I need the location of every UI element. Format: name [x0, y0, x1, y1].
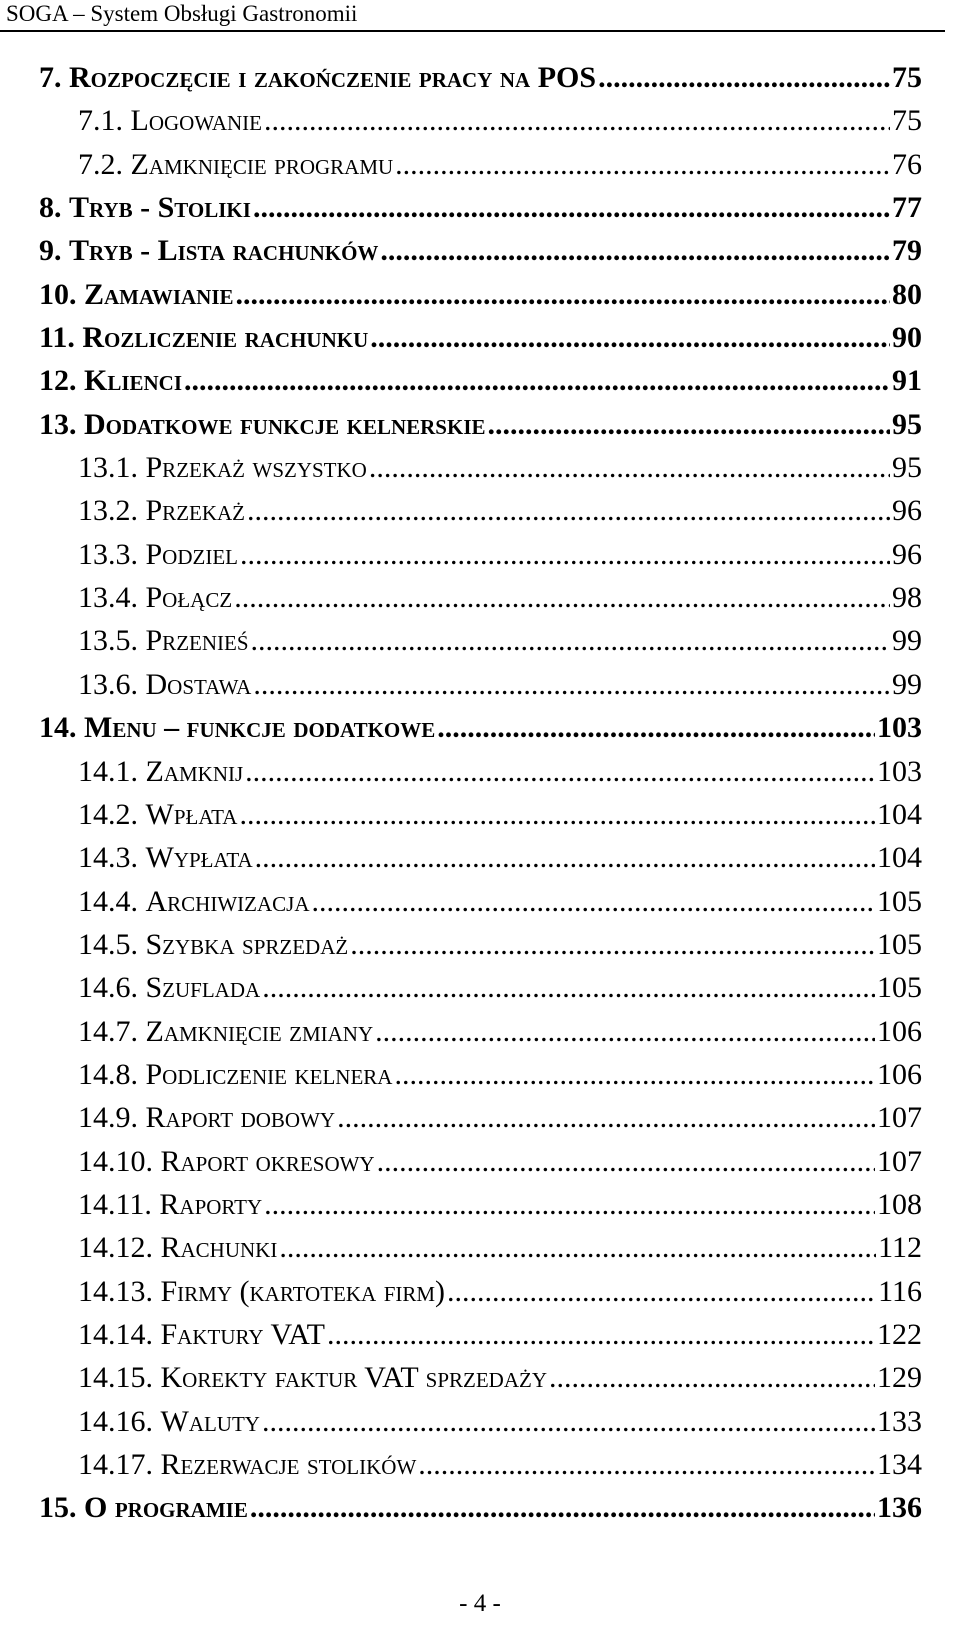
- toc-entry-number: 8.: [39, 191, 69, 225]
- toc-entry-page: 122: [877, 1317, 922, 1351]
- toc-entry-number: 14.6.: [78, 971, 146, 1005]
- toc-entry-number: 14.8.: [78, 1057, 146, 1091]
- dot-leader: [245, 755, 875, 789]
- header-title: SOGA – System Obsługi Gastronomii: [6, 1, 358, 26]
- dot-leader: [264, 104, 890, 138]
- dot-leader: [240, 538, 890, 572]
- toc-entry-page: 106: [877, 1014, 922, 1048]
- toc-entry-page: 133: [877, 1404, 922, 1438]
- toc-entry-title: Wypłata: [145, 841, 253, 875]
- toc-entry-title: Tryb - Lista rachunków: [69, 234, 379, 268]
- toc-entry[interactable]: [0, 1275, 960, 1318]
- dot-leader: [350, 928, 875, 962]
- toc-entry-page: 134: [877, 1448, 922, 1481]
- toc-entry[interactable]: [0, 885, 960, 928]
- toc-entry-number: 14.7.: [78, 1014, 146, 1048]
- toc-entry-number: 13.3.: [78, 537, 146, 571]
- toc-entry-number: 13.2.: [78, 494, 146, 528]
- dot-leader: [236, 278, 890, 312]
- toc-entry-number: 14.3.: [78, 841, 146, 875]
- toc-entry-page: 77: [892, 191, 922, 225]
- dot-leader: [253, 668, 890, 702]
- toc-entry[interactable]: [0, 624, 960, 667]
- toc-entry[interactable]: [0, 581, 960, 624]
- toc-entry-number: 14.17.: [78, 1448, 161, 1481]
- toc-entry-number: 14.1.: [78, 754, 146, 788]
- dot-leader: [247, 494, 890, 528]
- toc-entry-number: 9.: [39, 234, 69, 268]
- dot-leader: [234, 581, 890, 615]
- toc-entry-number: 14.: [39, 711, 84, 745]
- toc-entry-page: 107: [877, 1144, 922, 1178]
- toc-entry-number: 11.: [39, 321, 83, 355]
- toc-entry-title: Raport okresowy: [160, 1144, 375, 1178]
- toc-entry[interactable]: [0, 1145, 960, 1188]
- dot-leader: [437, 711, 875, 745]
- toc-entry[interactable]: [0, 1058, 960, 1101]
- toc-entry-title: Przenieś: [145, 624, 249, 658]
- toc-entry-number: 14.2.: [78, 797, 146, 831]
- toc-entry[interactable]: [0, 1188, 960, 1231]
- dot-leader: [253, 191, 890, 225]
- toc-entry-page: 76: [892, 147, 922, 181]
- toc-entry-title: Rachunki: [160, 1231, 278, 1265]
- toc-entry-page: 108: [877, 1187, 922, 1221]
- dot-leader: [370, 321, 890, 355]
- toc-entry-number: 14.10.: [78, 1144, 161, 1178]
- dot-leader: [394, 1058, 875, 1092]
- toc-entry-number: 13.4.: [78, 581, 146, 615]
- dot-leader: [377, 1145, 875, 1179]
- toc-entry-number: 13.: [39, 407, 84, 441]
- toc-entry[interactable]: [0, 148, 960, 191]
- dot-leader: [369, 451, 890, 485]
- table-of-contents: [0, 61, 960, 1535]
- toc-entry-page: 106: [877, 1057, 922, 1091]
- toc-entry-number: 14.4.: [78, 884, 146, 918]
- toc-entry-title: Faktury VAT: [160, 1317, 325, 1351]
- toc-entry-number: 14.13.: [78, 1274, 161, 1308]
- toc-entry-title: Wpłata: [145, 797, 238, 831]
- toc-entry[interactable]: [0, 711, 960, 754]
- toc-entry-page: 98: [892, 581, 922, 615]
- toc-entry[interactable]: [0, 1101, 960, 1144]
- toc-entry-page: 79: [892, 234, 922, 268]
- toc-entry-title: Zamknięcie programu: [130, 147, 394, 181]
- dot-leader: [418, 1448, 875, 1482]
- toc-entry-number: 15.: [39, 1491, 84, 1525]
- toc-entry[interactable]: [0, 104, 960, 147]
- toc-entry[interactable]: [0, 971, 960, 1014]
- toc-entry-number: 12.: [39, 364, 84, 398]
- toc-entry-number: 10.: [39, 277, 84, 311]
- toc-entry[interactable]: [0, 1361, 960, 1404]
- toc-entry-page: 91: [892, 364, 922, 398]
- toc-entry-number: 13.5.: [78, 624, 146, 658]
- toc-entry-title: Rozpoczęcie i zakończenie pracy na POS: [69, 61, 597, 94]
- toc-entry-page: 96: [892, 537, 922, 571]
- dot-leader: [312, 885, 876, 919]
- toc-entry-page: 75: [892, 104, 922, 138]
- toc-entry-page: 107: [877, 1101, 922, 1135]
- toc-entry-page: 90: [892, 321, 922, 355]
- toc-entry-page: 105: [877, 971, 922, 1005]
- toc-entry-page: 104: [877, 797, 922, 831]
- toc-entry-number: 14.11.: [78, 1187, 160, 1221]
- toc-entry[interactable]: [0, 364, 960, 407]
- toc-entry[interactable]: [0, 798, 960, 841]
- toc-entry[interactable]: [0, 1405, 960, 1448]
- toc-entry-number: 7.: [39, 61, 69, 94]
- toc-entry-title: Przekaż: [145, 494, 246, 528]
- dot-leader: [549, 1361, 875, 1395]
- toc-entry-number: 14.16.: [78, 1404, 161, 1438]
- toc-entry-page: 103: [877, 711, 922, 745]
- toc-entry-page: 99: [892, 667, 922, 701]
- dot-leader: [279, 1231, 876, 1265]
- toc-entry[interactable]: [0, 538, 960, 581]
- toc-entry-number: 14.12.: [78, 1231, 161, 1265]
- dot-leader: [251, 624, 890, 658]
- toc-entry-title: Rezerwacje stolików: [160, 1448, 417, 1481]
- toc-entry-page: 95: [892, 451, 922, 485]
- toc-entry-title: Podziel: [145, 537, 238, 571]
- toc-entry-number: 14.15.: [78, 1361, 161, 1395]
- toc-entry-title: Rozliczenie rachunku: [82, 321, 369, 355]
- toc-entry[interactable]: [0, 1318, 960, 1361]
- dot-leader: [262, 971, 875, 1005]
- toc-entry-page: 105: [877, 927, 922, 961]
- toc-entry-title: Dodatkowe funkcje kelnerskie: [84, 407, 486, 441]
- toc-entry-title: Dostawa: [145, 667, 252, 701]
- toc-entry-number: 7.1.: [78, 104, 131, 138]
- dot-leader: [262, 1405, 875, 1439]
- toc-entry[interactable]: [0, 278, 960, 321]
- toc-entry[interactable]: [0, 1448, 960, 1491]
- toc-entry-page: 136: [877, 1491, 922, 1525]
- toc-entry-title: Podliczenie kelnera: [145, 1057, 393, 1091]
- toc-entry-number: 13.6.: [78, 667, 146, 701]
- toc-entry-page: 95: [892, 407, 922, 441]
- toc-entry-number: 14.9.: [78, 1101, 146, 1135]
- dot-leader: [598, 61, 890, 95]
- dot-leader: [184, 364, 890, 398]
- page-number: - 4 -: [459, 1590, 501, 1617]
- toc-entry-title: Archiwizacja: [145, 884, 310, 918]
- toc-entry[interactable]: [0, 755, 960, 798]
- toc-entry[interactable]: [0, 1231, 960, 1274]
- toc-entry-number: 13.1.: [78, 451, 146, 485]
- toc-entry-title: Firmy (kartoteka firm): [160, 1274, 446, 1308]
- toc-entry-page: 75: [892, 61, 922, 94]
- toc-entry-page: 99: [892, 624, 922, 658]
- toc-entry-title: Przekaż wszystko: [145, 451, 367, 485]
- toc-entry[interactable]: [0, 928, 960, 971]
- toc-entry-title: Raport dobowy: [145, 1101, 336, 1135]
- toc-entry-page: 105: [877, 884, 922, 918]
- toc-entry-title: Szuflada: [145, 971, 261, 1005]
- toc-entry-number: 14.5.: [78, 927, 146, 961]
- toc-entry-page: 80: [892, 277, 922, 311]
- dot-leader: [250, 1491, 875, 1525]
- dot-leader: [375, 1015, 875, 1049]
- toc-entry-page: 96: [892, 494, 922, 528]
- toc-entry-title: Szybka sprzedaż: [145, 927, 349, 961]
- dot-leader: [395, 148, 890, 182]
- toc-entry[interactable]: [0, 494, 960, 537]
- toc-entry-number: 7.2.: [78, 147, 131, 181]
- dot-leader: [337, 1101, 875, 1135]
- toc-entry[interactable]: [0, 1491, 960, 1534]
- toc-entry[interactable]: [0, 451, 960, 494]
- toc-entry-title: Połącz: [145, 581, 233, 615]
- toc-entry-page: 116: [878, 1274, 922, 1308]
- dot-leader: [447, 1275, 876, 1309]
- toc-entry-title: Waluty: [160, 1404, 260, 1438]
- dot-leader: [264, 1188, 875, 1222]
- toc-entry[interactable]: [0, 191, 960, 234]
- toc-entry[interactable]: [0, 1015, 960, 1058]
- toc-entry-title: Zamawianie: [84, 277, 234, 311]
- dot-leader: [255, 841, 875, 875]
- dot-leader: [380, 234, 890, 268]
- dot-leader: [327, 1318, 875, 1352]
- toc-entry[interactable]: [0, 321, 960, 364]
- toc-entry-title: Menu – funkcje dodatkowe: [84, 711, 436, 745]
- toc-entry[interactable]: [0, 61, 960, 104]
- toc-entry-page: 104: [877, 841, 922, 875]
- toc-entry-title: Zamknij: [145, 754, 244, 788]
- toc-entry[interactable]: [0, 408, 960, 451]
- toc-entry[interactable]: [0, 841, 960, 884]
- toc-entry-title: Korekty faktur VAT sprzedaży: [160, 1361, 547, 1395]
- toc-entry[interactable]: [0, 234, 960, 277]
- dot-leader: [239, 798, 875, 832]
- toc-entry[interactable]: [0, 668, 960, 711]
- toc-entry-title: O programie: [84, 1491, 248, 1525]
- toc-entry-title: Zamknięcie zmiany: [145, 1014, 374, 1048]
- toc-entry-title: Klienci: [84, 364, 183, 398]
- toc-entry-title: Logowanie: [130, 104, 262, 138]
- toc-entry-page: 112: [878, 1231, 922, 1265]
- toc-entry-title: Tryb - Stoliki: [69, 191, 251, 225]
- toc-entry-page: 103: [877, 754, 922, 788]
- toc-entry-page: 129: [877, 1361, 922, 1395]
- toc-entry-number: 14.14.: [78, 1317, 161, 1351]
- toc-entry-title: Raporty: [159, 1187, 263, 1221]
- page-header: [0, 0, 945, 32]
- dot-leader: [488, 408, 891, 442]
